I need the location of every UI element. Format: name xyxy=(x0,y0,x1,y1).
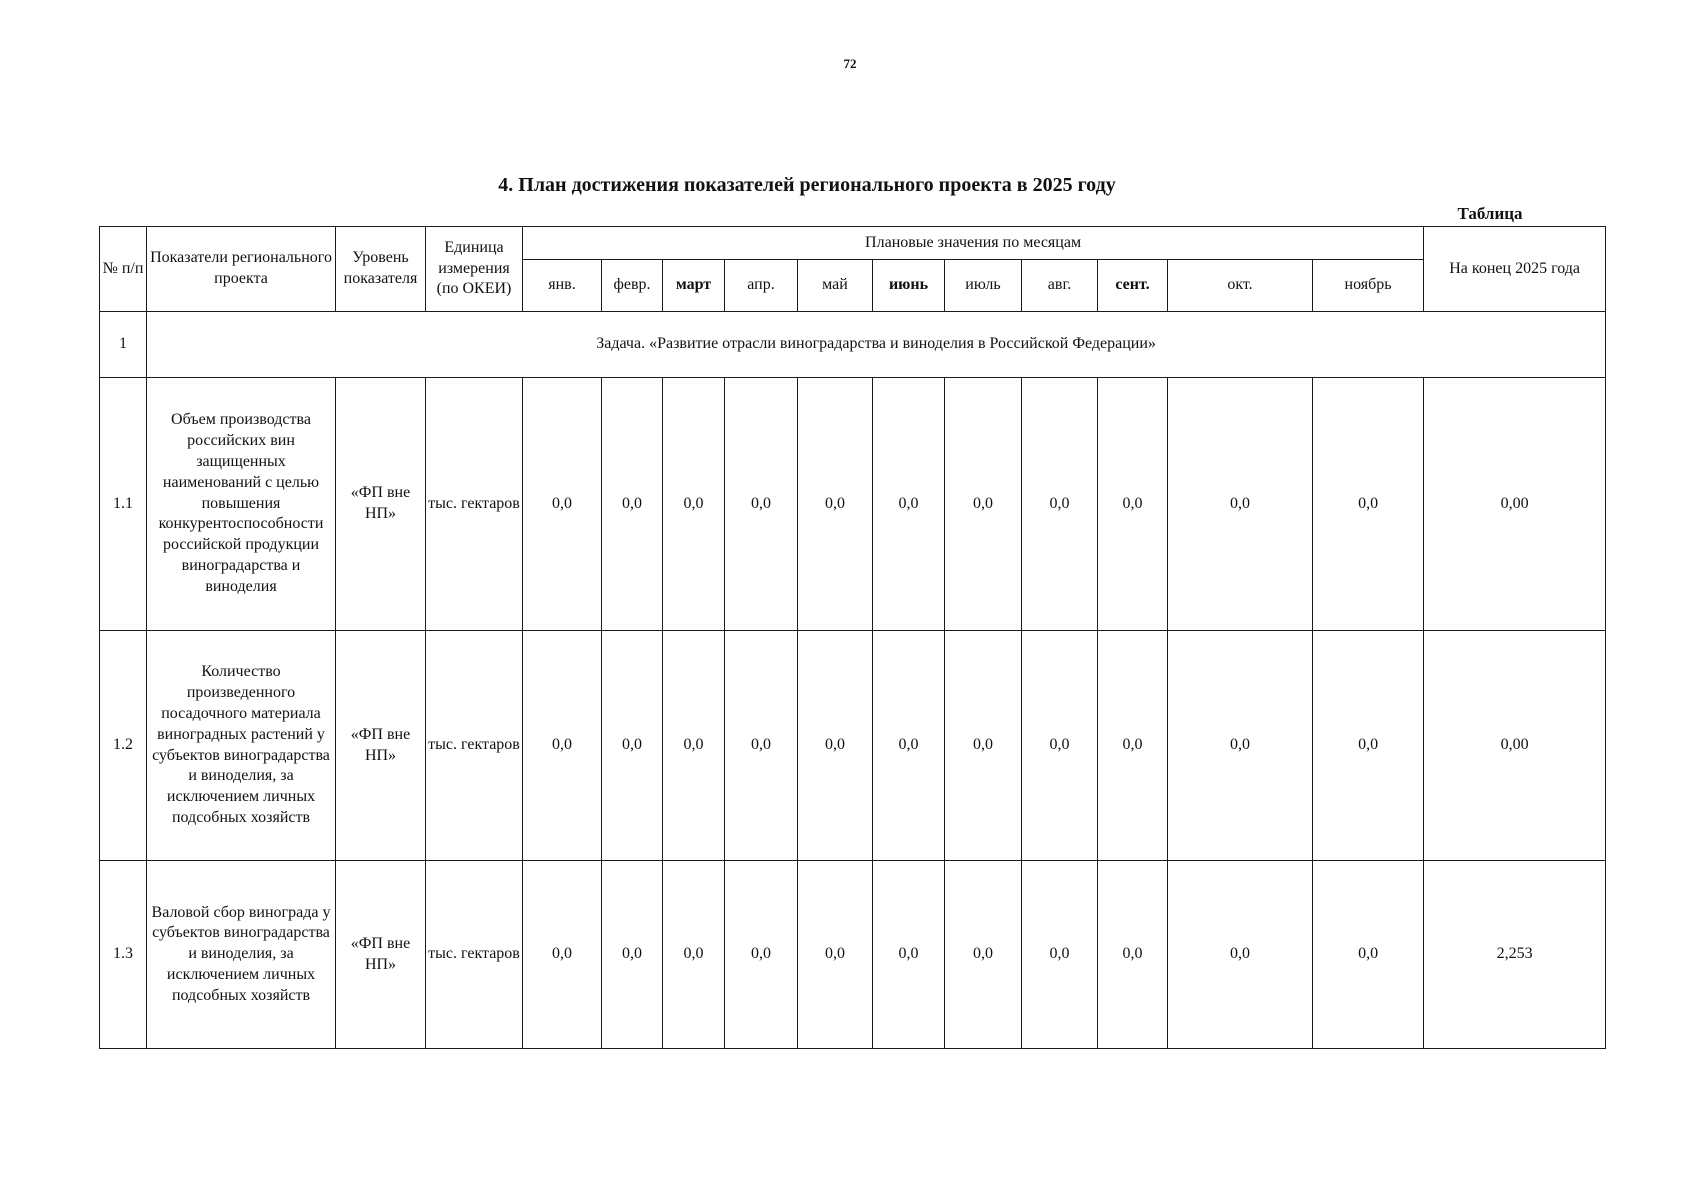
month-value: 0,0 xyxy=(663,861,725,1049)
header-month: июль xyxy=(945,260,1022,312)
month-value: 0,0 xyxy=(945,631,1022,861)
month-value: 0,0 xyxy=(873,378,945,631)
indicator-name: Количество произведенного посадочного материала виноградных растений у субъектов виноградарства и виноделия, за исключением личных подсобных хозяйств xyxy=(147,631,336,861)
row-num: 1.2 xyxy=(100,631,147,861)
task-text: Задача. «Развитие отрасли виноградарства и виноделия в Российской Федерации» xyxy=(147,312,1606,378)
header-planned-values: Плановые значения по месяцам xyxy=(523,227,1424,260)
plan-table xyxy=(99,226,1606,1049)
header-month: авг. xyxy=(1022,260,1098,312)
month-value: 0,0 xyxy=(523,378,602,631)
header-month: апр. xyxy=(725,260,798,312)
document-title: 4. План достижения показателей регионального проекта в 2025 году xyxy=(498,174,1116,196)
header-month: сент. xyxy=(1098,260,1168,312)
table-caption: Таблица xyxy=(1457,204,1523,223)
month-value: 0,0 xyxy=(798,378,873,631)
month-value: 0,0 xyxy=(1168,631,1313,861)
indicator-name: Объем производства российских вин защищенных наименований с целью повышения конкурентоспособности российской продукции виноградарства и виноделия xyxy=(147,378,336,631)
month-value: 0,0 xyxy=(1098,861,1168,1049)
month-value: 0,0 xyxy=(873,861,945,1049)
header-unit: Единица измерения (по ОКЕИ) xyxy=(426,227,523,312)
month-value: 0,0 xyxy=(873,631,945,861)
table-row xyxy=(100,378,1606,631)
end-of-year-value: 0,00 xyxy=(1424,631,1606,861)
header-month: июнь xyxy=(873,260,945,312)
month-value: 0,0 xyxy=(602,378,663,631)
month-value: 0,0 xyxy=(1098,378,1168,631)
end-of-year-value: 2,253 xyxy=(1424,861,1606,1049)
header-month: окт. xyxy=(1168,260,1313,312)
end-of-year-value: 0,00 xyxy=(1424,378,1606,631)
header-row-1 xyxy=(100,227,1606,260)
task-row xyxy=(100,312,1606,378)
month-value: 0,0 xyxy=(523,861,602,1049)
task-num: 1 xyxy=(100,312,147,378)
month-value: 0,0 xyxy=(663,378,725,631)
month-value: 0,0 xyxy=(798,631,873,861)
indicator-unit: тыс. гектаров xyxy=(426,378,523,631)
header-month: ноябрь xyxy=(1313,260,1424,312)
header-level: Уровень показателя xyxy=(336,227,426,312)
month-value: 0,0 xyxy=(1022,631,1098,861)
month-value: 0,0 xyxy=(1098,631,1168,861)
row-num: 1.1 xyxy=(100,378,147,631)
month-value: 0,0 xyxy=(1022,861,1098,1049)
page-number: 72 xyxy=(843,56,857,71)
month-value: 0,0 xyxy=(1168,861,1313,1049)
month-value: 0,0 xyxy=(602,631,663,861)
month-value: 0,0 xyxy=(1022,378,1098,631)
indicator-unit: тыс. гектаров xyxy=(426,861,523,1049)
month-value: 0,0 xyxy=(663,631,725,861)
month-value: 0,0 xyxy=(725,631,798,861)
table-row xyxy=(100,861,1606,1049)
header-num: № п/п xyxy=(100,227,147,312)
header-month: март xyxy=(663,260,725,312)
month-value: 0,0 xyxy=(602,861,663,1049)
indicator-name: Валовой сбор винограда у субъектов виноградарства и виноделия, за исключением личных подсобных хозяйств xyxy=(147,861,336,1049)
month-value: 0,0 xyxy=(945,861,1022,1049)
month-value: 0,0 xyxy=(725,861,798,1049)
indicator-level: «ФП вне НП» xyxy=(336,861,426,1049)
month-value: 0,0 xyxy=(1313,861,1424,1049)
indicator-unit: тыс. гектаров xyxy=(426,631,523,861)
row-num: 1.3 xyxy=(100,861,147,1049)
indicator-level: «ФП вне НП» xyxy=(336,631,426,861)
month-value: 0,0 xyxy=(523,631,602,861)
month-value: 0,0 xyxy=(1168,378,1313,631)
header-indicator: Показатели регионального проекта xyxy=(147,227,336,312)
table-row xyxy=(100,631,1606,861)
header-end-of-year: На конец 2025 года xyxy=(1424,227,1606,312)
header-month: янв. xyxy=(523,260,602,312)
month-value: 0,0 xyxy=(945,378,1022,631)
header-month: май xyxy=(798,260,873,312)
month-value: 0,0 xyxy=(798,861,873,1049)
month-value: 0,0 xyxy=(725,378,798,631)
month-value: 0,0 xyxy=(1313,631,1424,861)
month-value: 0,0 xyxy=(1313,378,1424,631)
indicator-level: «ФП вне НП» xyxy=(336,378,426,631)
header-month: февр. xyxy=(602,260,663,312)
